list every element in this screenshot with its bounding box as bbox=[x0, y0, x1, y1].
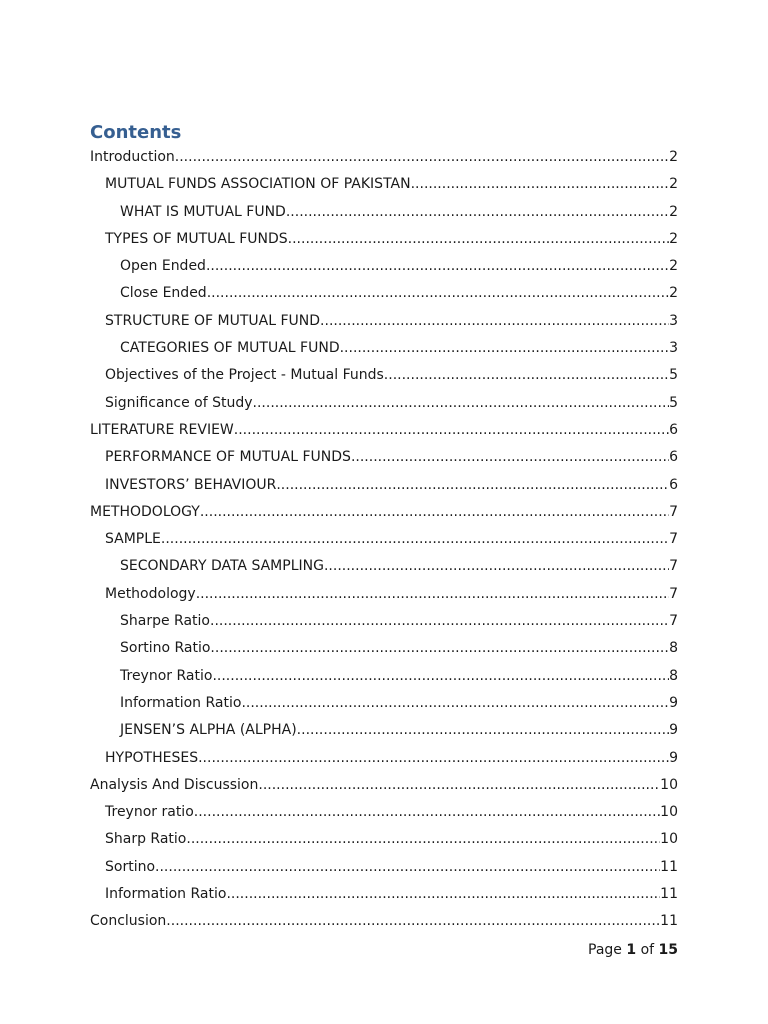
table-of-contents bbox=[90, 144, 678, 936]
toc-entry-label: CATEGORIES OF MUTUAL FUND bbox=[120, 340, 340, 357]
toc-entry-label: STRUCTURE OF MUTUAL FUND bbox=[105, 312, 321, 329]
toc-entry[interactable] bbox=[90, 635, 678, 662]
toc-entry-page-number: 2 bbox=[669, 203, 678, 220]
toc-entry-page-number: 7 bbox=[669, 503, 678, 520]
toc-entry-label: Treynor ratio bbox=[105, 804, 194, 821]
toc-entry-label: SAMPLE bbox=[105, 531, 161, 548]
toc-dot-leader bbox=[161, 526, 669, 553]
toc-dot-leader bbox=[166, 908, 660, 935]
toc-entry[interactable] bbox=[90, 226, 678, 253]
toc-entry-page-number: 2 bbox=[669, 285, 678, 302]
toc-entry[interactable] bbox=[90, 717, 678, 744]
toc-entry-page-number: 5 bbox=[669, 367, 678, 384]
toc-entry-label: TYPES OF MUTUAL FUNDS bbox=[105, 230, 288, 247]
toc-entry-label: Close Ended bbox=[120, 285, 207, 302]
toc-entry[interactable] bbox=[90, 417, 678, 444]
total-page-count: 15 bbox=[658, 942, 678, 958]
toc-entry[interactable] bbox=[90, 253, 678, 280]
toc-entry-label: Information Ratio bbox=[105, 886, 227, 903]
toc-entry-label: Introduction bbox=[90, 149, 175, 165]
toc-entry-label: Sortino bbox=[105, 858, 156, 875]
toc-entry-page-number: 6 bbox=[669, 421, 678, 438]
toc-entry[interactable] bbox=[90, 362, 678, 389]
toc-entry-page-number: 2 bbox=[669, 230, 678, 247]
toc-entry[interactable] bbox=[90, 908, 678, 935]
toc-entry-page-number: 6 bbox=[669, 449, 678, 466]
toc-entry-page-number: 7 bbox=[669, 585, 678, 602]
toc-dot-leader bbox=[200, 499, 669, 526]
toc-dot-leader bbox=[207, 280, 669, 307]
toc-dot-leader bbox=[276, 472, 669, 499]
toc-entry[interactable] bbox=[90, 854, 678, 881]
toc-entry[interactable] bbox=[90, 308, 678, 335]
toc-entry[interactable] bbox=[90, 171, 678, 198]
toc-dot-leader bbox=[288, 226, 669, 253]
toc-dot-leader bbox=[155, 854, 660, 881]
toc-entry-page-number: 11 bbox=[660, 858, 678, 875]
toc-dot-leader bbox=[194, 799, 660, 826]
toc-entry[interactable] bbox=[90, 499, 678, 526]
toc-dot-leader bbox=[340, 335, 669, 362]
toc-entry-label: Objectives of the Project - Mutual Funds bbox=[105, 367, 384, 384]
toc-dot-leader bbox=[411, 171, 669, 198]
toc-dot-leader bbox=[258, 772, 660, 799]
toc-dot-leader bbox=[241, 690, 669, 717]
toc-dot-leader bbox=[253, 390, 670, 417]
toc-entry[interactable] bbox=[90, 472, 678, 499]
toc-dot-leader bbox=[210, 635, 669, 662]
toc-dot-leader bbox=[384, 362, 669, 389]
toc-entry-page-number: 3 bbox=[669, 312, 678, 329]
toc-entry[interactable] bbox=[90, 608, 678, 635]
toc-entry-page-number: 8 bbox=[669, 667, 678, 684]
toc-entry[interactable] bbox=[90, 144, 678, 171]
toc-entry-label: METHODOLOGY bbox=[90, 503, 200, 520]
toc-entry-page-number: 10 bbox=[660, 776, 678, 793]
toc-entry[interactable] bbox=[90, 663, 678, 690]
toc-entry[interactable] bbox=[90, 772, 678, 799]
toc-entry-label: Analysis And Discussion bbox=[90, 776, 259, 793]
toc-entry-label: INVESTORS’ BEHAVIOUR bbox=[105, 476, 277, 493]
toc-entry-label: Sharpe Ratio bbox=[120, 613, 210, 630]
toc-entry[interactable] bbox=[90, 390, 678, 417]
toc-entry-label: Methodology bbox=[105, 585, 196, 602]
of-label: of bbox=[640, 942, 655, 958]
toc-entry[interactable] bbox=[90, 581, 678, 608]
toc-heading: Contents bbox=[90, 122, 182, 143]
toc-entry-page-number: 10 bbox=[660, 804, 678, 821]
toc-entry-label: Treynor Ratio bbox=[120, 667, 213, 684]
toc-entry[interactable] bbox=[90, 745, 678, 772]
toc-entry-page-number: 7 bbox=[669, 558, 678, 575]
toc-entry-label: Sortino Ratio bbox=[120, 640, 211, 657]
toc-entry-label: Open Ended bbox=[120, 258, 206, 275]
toc-entry-label: HYPOTHESES bbox=[105, 749, 199, 766]
toc-entry-page-number: 11 bbox=[660, 913, 678, 930]
toc-dot-leader bbox=[198, 745, 669, 772]
page-label: Page bbox=[588, 942, 622, 958]
toc-entry[interactable] bbox=[90, 799, 678, 826]
current-page-number: 1 bbox=[626, 942, 637, 958]
toc-entry-page-number: 6 bbox=[669, 476, 678, 493]
toc-dot-leader bbox=[324, 553, 669, 580]
toc-entry-label: LITERATURE REVIEW bbox=[90, 421, 234, 438]
toc-entry-page-number: 8 bbox=[669, 640, 678, 657]
toc-entry-page-number: 10 bbox=[660, 831, 678, 848]
toc-dot-leader bbox=[175, 144, 669, 171]
toc-entry[interactable] bbox=[90, 335, 678, 362]
toc-entry[interactable] bbox=[90, 881, 678, 908]
toc-entry[interactable] bbox=[90, 526, 678, 553]
toc-entry-page-number: 9 bbox=[669, 722, 678, 739]
page-number-footer bbox=[588, 939, 678, 961]
toc-entry-label: Sharp Ratio bbox=[105, 831, 187, 848]
toc-entry[interactable] bbox=[90, 690, 678, 717]
toc-dot-leader bbox=[226, 881, 660, 908]
toc-entry-page-number: 7 bbox=[669, 613, 678, 630]
toc-entry-label: JENSEN’S ALPHA (ALPHA) bbox=[120, 722, 297, 739]
toc-dot-leader bbox=[320, 308, 669, 335]
toc-entry-page-number: 2 bbox=[669, 149, 678, 165]
toc-entry-page-number: 2 bbox=[669, 258, 678, 275]
toc-entry-page-number: 7 bbox=[669, 531, 678, 548]
toc-entry-page-number: 2 bbox=[669, 176, 678, 193]
toc-entry[interactable] bbox=[90, 553, 678, 580]
toc-dot-leader bbox=[206, 253, 669, 280]
toc-dot-leader bbox=[234, 417, 669, 444]
toc-dot-leader bbox=[186, 826, 660, 853]
toc-dot-leader bbox=[196, 581, 669, 608]
toc-entry-page-number: 3 bbox=[669, 340, 678, 357]
toc-entry-label: SECONDARY DATA SAMPLING bbox=[120, 558, 324, 575]
toc-entry[interactable] bbox=[90, 199, 678, 226]
toc-entry[interactable] bbox=[90, 444, 678, 471]
toc-entry-label: MUTUAL FUNDS ASSOCIATION OF PAKISTAN bbox=[105, 176, 411, 193]
toc-dot-leader bbox=[212, 663, 669, 690]
toc-entry-label: Significance of Study bbox=[105, 394, 253, 411]
toc-entry[interactable] bbox=[90, 826, 678, 853]
toc-entry-page-number: 9 bbox=[669, 694, 678, 711]
toc-entry-page-number: 9 bbox=[669, 749, 678, 766]
toc-dot-leader bbox=[297, 717, 669, 744]
toc-entry-page-number: 11 bbox=[660, 886, 678, 903]
toc-entry-page-number: 5 bbox=[669, 394, 678, 411]
toc-dot-leader bbox=[210, 608, 669, 635]
toc-dot-leader bbox=[351, 444, 669, 471]
toc-entry-label: Conclusion bbox=[90, 913, 167, 930]
toc-entry-label: Information Ratio bbox=[120, 694, 242, 711]
toc-entry[interactable] bbox=[90, 280, 678, 307]
toc-dot-leader bbox=[286, 199, 669, 226]
toc-entry-label: PERFORMANCE OF MUTUAL FUNDS bbox=[105, 449, 351, 466]
toc-entry-label: WHAT IS MUTUAL FUND bbox=[120, 203, 286, 220]
